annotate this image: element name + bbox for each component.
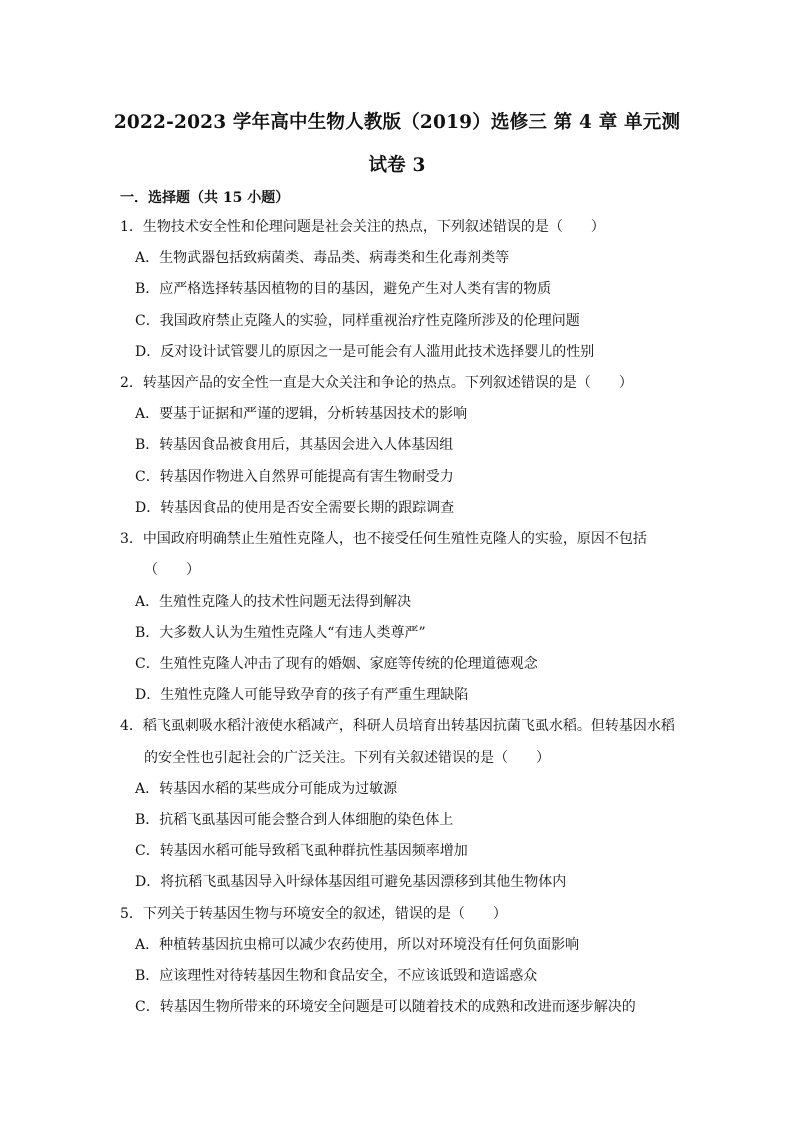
document-title-line2: 试卷 3 bbox=[368, 155, 426, 176]
question-2-option-c: C．转基因作物进入自然界可能提高有害生物耐受力 bbox=[135, 469, 454, 485]
question-3-option-b: B．大多数人认为生殖性克隆人“有违人类尊严” bbox=[135, 625, 426, 641]
question-3-option-c: C．生殖性克隆人冲击了现有的婚姻、家庭等传统的伦理道德观念 bbox=[135, 656, 538, 672]
document-title-line1: 2022-2023 学年高中生物人教版（2019）选修三 第 4 章 单元测 bbox=[113, 112, 681, 133]
question-5-option-b: B．应该理性对待转基因生物和食品安全，不应该诋毁和造谣惑众 bbox=[135, 968, 538, 984]
question-2-option-b: B．转基因食品被食用后，其基因会进入人体基因组 bbox=[135, 437, 454, 453]
question-5-option-c: C．转基因生物所带来的环境安全问题是可以随着技术的成熟和改进而逐步解决的 bbox=[135, 999, 636, 1015]
question-1-option-b: B．应严格选择转基因植物的目的基因，避免产生对人类有害的物质 bbox=[135, 281, 552, 297]
question-3-option-d: D．生殖性克隆人可能导致孕育的孩子有严重生理缺陷 bbox=[135, 687, 469, 703]
question-1-option-c: C．我国政府禁止克隆人的实验，同样重视治疗性克隆所涉及的伦理问题 bbox=[135, 313, 580, 329]
question-3-stem-cont: （ ） bbox=[144, 562, 200, 578]
question-2-stem: 2．转基因产品的安全性一直是大众关注和争论的热点。下列叙述错误的是（ ） bbox=[120, 375, 633, 391]
question-2-option-d: D．转基因食品的使用是否安全需要长期的跟踪调查 bbox=[135, 500, 455, 516]
question-4-option-b: B．抗稻飞虱基因可能会整合到人体细胞的染色体上 bbox=[135, 812, 454, 828]
question-4-option-c: C．转基因水稻可能导致稻飞虱种群抗性基因频率增加 bbox=[135, 843, 468, 859]
question-3-stem: 3．中国政府明确禁止生殖性克隆人，也不接受任何生殖性克隆人的实验，原因不包括 bbox=[120, 531, 647, 547]
section-heading: 一．选择题（共 15 小题） bbox=[120, 190, 290, 206]
question-4-stem-cont: 的安全性也引起社会的广泛关注。下列有关叙述错误的是（ ） bbox=[144, 750, 550, 766]
question-1-option-d: D．反对设计试管婴儿的原因之一是可能会有人滥用此技术选择婴儿的性别 bbox=[135, 344, 595, 360]
question-1-stem: 1．生物技术安全性和伦理问题是社会关注的热点，下列叙述错误的是（ ） bbox=[120, 219, 605, 235]
question-1-option-a: A．生物武器包括致病菌类、毒品类、病毒类和生化毒剂类等 bbox=[135, 250, 510, 266]
question-5-option-a: A．种植转基因抗虫棉可以减少农药使用，所以对环境没有任何负面影响 bbox=[135, 937, 580, 953]
question-2-option-a: A．要基于证据和严谨的逻辑，分析转基因技术的影响 bbox=[135, 406, 468, 422]
question-4-option-d: D．将抗稻飞虱基因导入叶绿体基因组可避免基因漂移到其他生物体内 bbox=[135, 874, 567, 890]
question-3-option-a: A．生殖性克隆人的技术性问题无法得到解决 bbox=[135, 594, 412, 610]
question-4-option-a: A．转基因水稻的某些成分可能成为过敏源 bbox=[135, 781, 398, 797]
question-4-stem: 4．稻飞虱刺吸水稻汁液使水稻减产，科研人员培育出转基因抗菌飞虱水稻。但转基因水稻 bbox=[120, 718, 675, 734]
question-5-stem: 5．下列关于转基因生物与环境安全的叙述，错误的是（ ） bbox=[120, 906, 507, 922]
